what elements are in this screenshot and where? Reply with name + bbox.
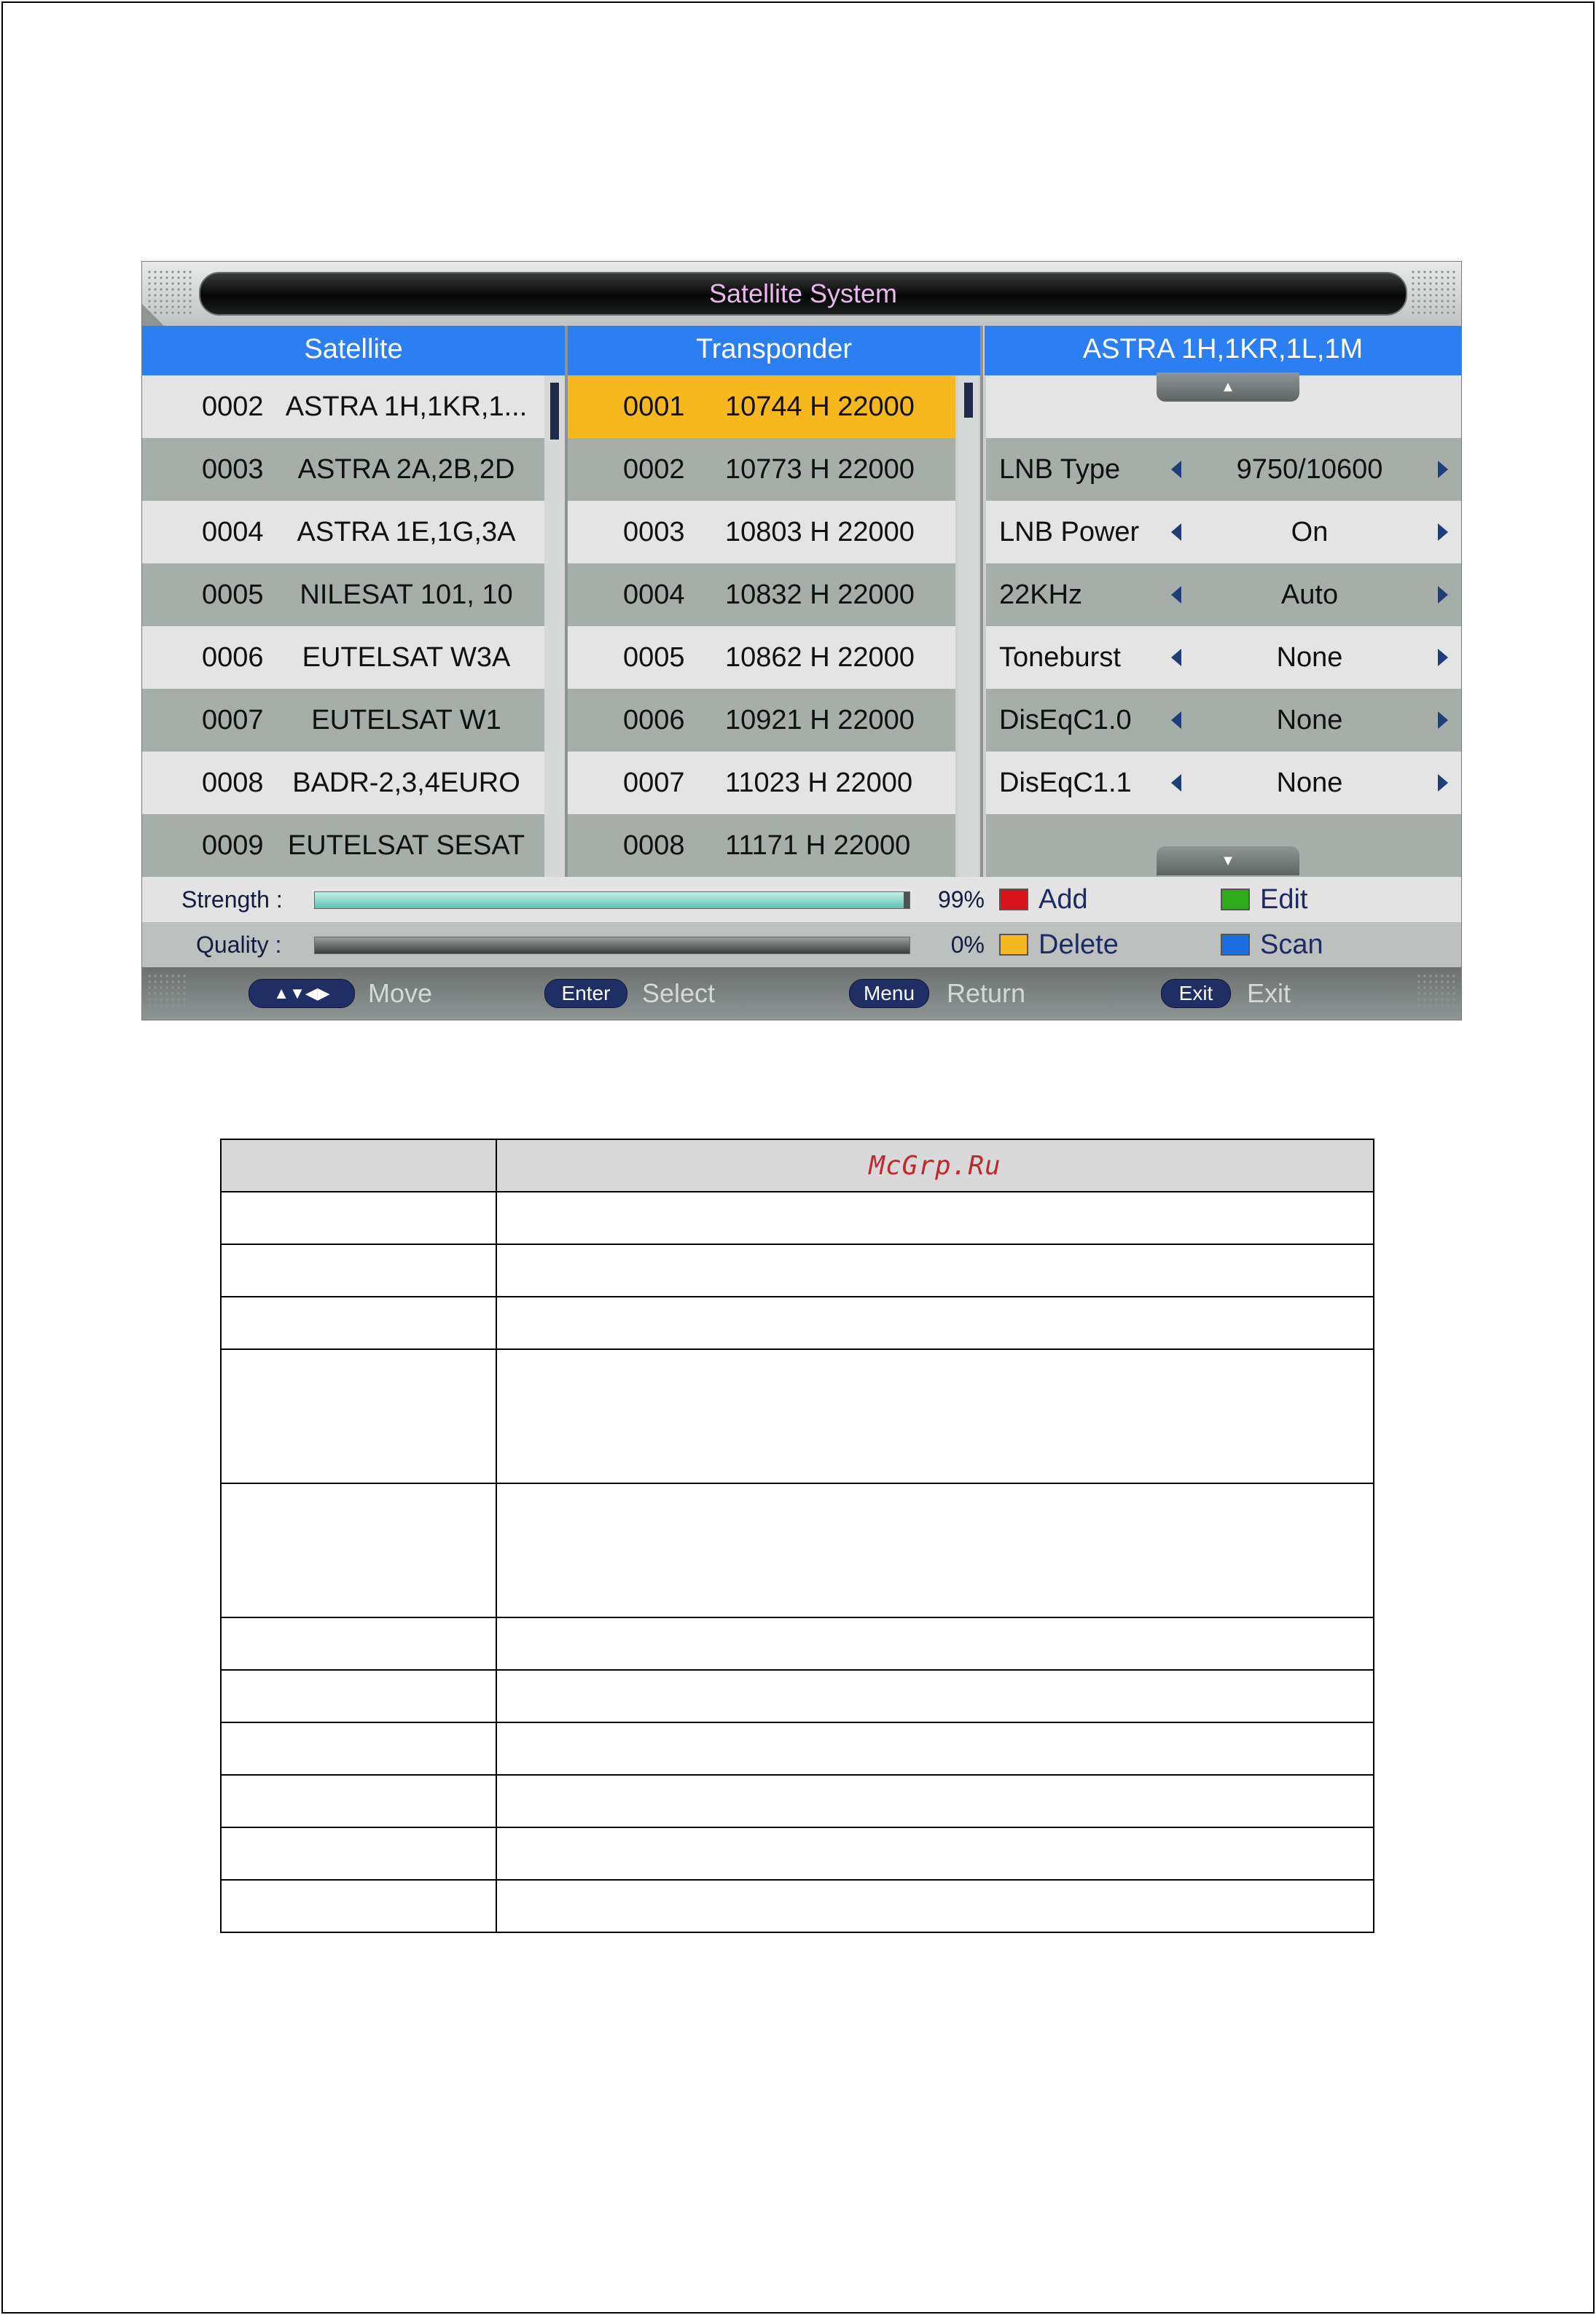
- table-header-cell: [221, 1139, 496, 1192]
- table-row: [221, 1349, 1374, 1483]
- option-lnb-type[interactable]: LNB Type 9750/10600: [986, 438, 1461, 501]
- arrow-left-icon[interactable]: [1171, 586, 1181, 604]
- description-table: [220, 1139, 1374, 1933]
- arrow-left-icon[interactable]: [1171, 774, 1181, 792]
- table-header-cell: [496, 1139, 1374, 1192]
- return-hint: Return: [947, 978, 1026, 1008]
- strength-bar: [314, 891, 910, 909]
- satellite-item[interactable]: 0005 NILESAT 101, 10: [142, 563, 544, 626]
- arrow-right-icon[interactable]: [1438, 774, 1448, 792]
- quality-bar: [314, 937, 910, 954]
- transponder-item-selected[interactable]: 0001 10744 H 22000: [568, 375, 955, 438]
- corner-fold-icon: [142, 304, 164, 326]
- table-row: [221, 1192, 1374, 1244]
- satellite-item[interactable]: 0008 BADR-2,3,4EURO: [142, 752, 544, 814]
- transponder-item[interactable]: 0003 10803 H 22000: [568, 501, 955, 563]
- table-row: [221, 1827, 1374, 1880]
- footer-hint-bar: [142, 967, 1461, 1020]
- option-diseqc-1-0[interactable]: DisEqC1.0 None: [986, 689, 1461, 752]
- menu-key-icon: Menu: [849, 979, 929, 1008]
- table-row: [221, 1244, 1374, 1297]
- scroll-down-button[interactable]: ▼: [1157, 846, 1299, 875]
- transponder-list: [568, 375, 955, 877]
- satellite-list: [142, 375, 544, 877]
- arrow-right-icon[interactable]: [1438, 649, 1448, 666]
- strength-percent: 99%: [937, 886, 985, 913]
- satellite-column-header: Satellite: [142, 326, 565, 375]
- transponder-item[interactable]: 0008 11171 H 22000: [568, 814, 955, 877]
- strength-bar-fill: [315, 892, 904, 908]
- table-row: [221, 1297, 1374, 1349]
- satellite-item[interactable]: 0002 ASTRA 1H,1KR,1...: [142, 375, 544, 438]
- watermark: McGrp.Ru: [869, 1150, 1001, 1181]
- quality-percent: 0%: [950, 932, 985, 958]
- grip-right-icon: [1416, 973, 1457, 1014]
- table-row: [221, 1722, 1374, 1775]
- arrow-left-icon[interactable]: [1171, 649, 1181, 666]
- quality-label: Quality :: [196, 932, 282, 958]
- green-key-icon: [1221, 889, 1250, 910]
- edit-key[interactable]: Edit: [1221, 877, 1307, 922]
- arrow-right-icon[interactable]: [1438, 461, 1448, 478]
- screen-title: Satellite System: [199, 272, 1407, 316]
- table-row: [221, 1483, 1374, 1617]
- arrow-right-icon[interactable]: [1438, 586, 1448, 604]
- strength-row: [142, 877, 1461, 922]
- arrow-left-icon[interactable]: [1171, 461, 1181, 478]
- selected-satellite-header: ASTRA 1H,1KR,1L,1M: [985, 326, 1461, 375]
- satellite-scroll-thumb[interactable]: [550, 383, 559, 440]
- satellite-item[interactable]: 0009 EUTELSAT SESAT: [142, 814, 544, 877]
- table-row: [221, 1880, 1374, 1932]
- table-row: [221, 1617, 1374, 1670]
- delete-key[interactable]: Delete: [999, 922, 1119, 967]
- table-row: [221, 1670, 1374, 1722]
- option-lnb-power[interactable]: LNB Power On: [986, 501, 1461, 563]
- satellite-item[interactable]: 0003 ASTRA 2A,2B,2D: [142, 438, 544, 501]
- satellite-scrollbar[interactable]: [544, 375, 565, 877]
- scan-key[interactable]: Scan: [1221, 922, 1323, 967]
- transponder-item[interactable]: 0004 10832 H 22000: [568, 563, 955, 626]
- move-hint: Move: [368, 978, 433, 1008]
- grip-left-icon: [146, 973, 187, 1014]
- transponder-item[interactable]: 0002 10773 H 22000: [568, 438, 955, 501]
- transponder-column-header: Transponder: [568, 326, 980, 375]
- yellow-key-icon: [999, 934, 1028, 956]
- transponder-item[interactable]: 0007 11023 H 22000: [568, 752, 955, 814]
- transponder-item[interactable]: 0005 10862 H 22000: [568, 626, 955, 689]
- transponder-scroll-thumb[interactable]: [964, 383, 973, 418]
- transponder-item[interactable]: 0006 10921 H 22000: [568, 689, 955, 752]
- arrow-left-icon[interactable]: [1171, 711, 1181, 729]
- satellite-system-screen: [141, 261, 1462, 1020]
- transponder-scrollbar[interactable]: [958, 375, 979, 877]
- option-22khz[interactable]: 22KHz Auto: [986, 563, 1461, 626]
- arrow-right-icon[interactable]: [1438, 523, 1448, 541]
- satellite-item[interactable]: 0006 EUTELSAT W3A: [142, 626, 544, 689]
- exit-hint: Exit: [1247, 978, 1291, 1008]
- select-hint: Select: [642, 978, 716, 1008]
- grip-right-icon: [1410, 269, 1457, 316]
- add-key[interactable]: Add: [999, 877, 1088, 922]
- arrow-left-icon[interactable]: [1171, 523, 1181, 541]
- option-toneburst[interactable]: Toneburst None: [986, 626, 1461, 689]
- arrow-right-icon[interactable]: [1438, 711, 1448, 729]
- quality-row: [142, 922, 1461, 967]
- table-header-row: [221, 1139, 1374, 1192]
- scroll-up-button[interactable]: ▲: [1157, 372, 1299, 402]
- satellite-item[interactable]: 0007 EUTELSAT W1: [142, 689, 544, 752]
- strength-label: Strength :: [181, 886, 283, 913]
- enter-key-icon: Enter: [544, 979, 627, 1008]
- exit-key-icon: Exit: [1161, 979, 1231, 1008]
- blue-key-icon: [1221, 934, 1250, 956]
- arrow-keys-icon: ▲▼◀▶: [249, 979, 355, 1008]
- option-diseqc-1-1[interactable]: DisEqC1.1 None: [986, 752, 1461, 814]
- table-row: [221, 1775, 1374, 1827]
- title-bar: [142, 262, 1461, 326]
- satellite-item[interactable]: 0004 ASTRA 1E,1G,3A: [142, 501, 544, 563]
- red-key-icon: [999, 889, 1028, 910]
